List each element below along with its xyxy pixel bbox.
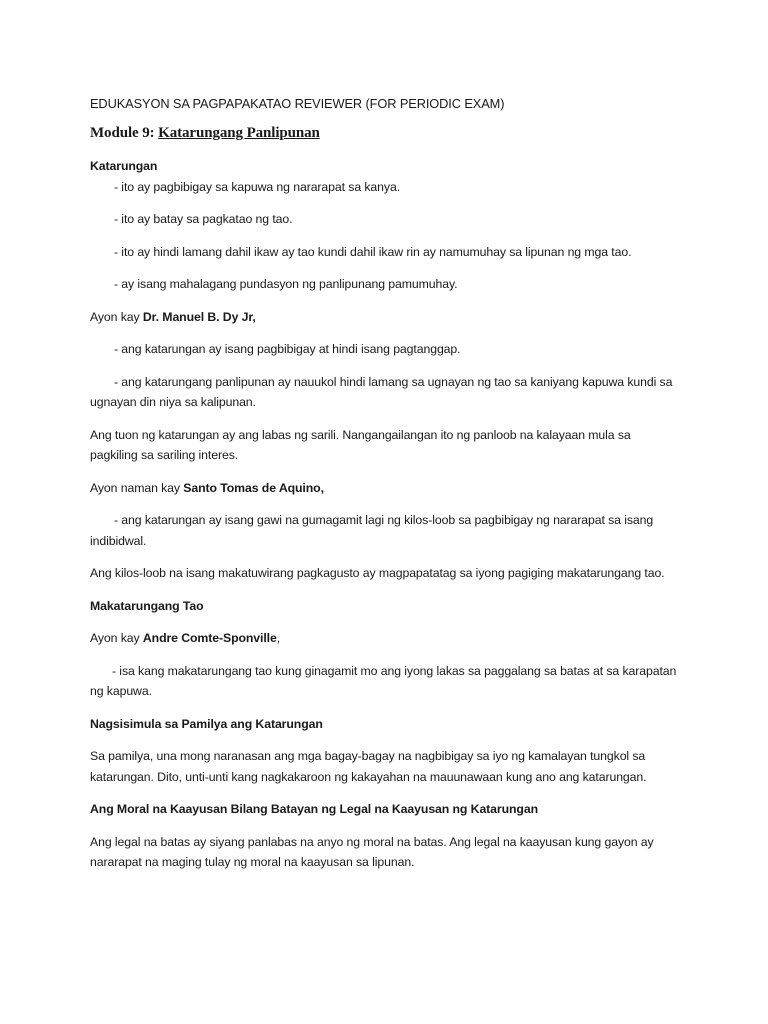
katarungan-item-3: - ito ay hindi lamang dahil ikaw ay tao kundi dahil ikaw rin ay namumuhay sa lipunan ng mga tao. <box>114 244 632 259</box>
tuon-paragraph: Ang tuon ng katarungan ay ang labas ng sarili. Nangangailangan ito ng panloob na kalayaan mula sa pagkiling sa sariling interes. <box>90 427 631 462</box>
section-heading-moral: Ang Moral na Kaayusan Bilang Batayan ng Legal na Kaayusan ng Katarungan <box>90 802 538 816</box>
sponville-name: Andre Comte-Sponville <box>142 631 277 645</box>
dy-item-1: - ang katarungan ay isang pagbibigay at hindi isang pagtanggap. <box>114 342 461 356</box>
moral-paragraph: Ang legal na batas ay siyang panlabas na anyo ng moral na batas. Ang legal na kaayusan kung gayon ay nararapat na maging tulay ng moral na kaayusan sa lipunan. <box>90 834 654 869</box>
sponville-item-1: - isa kang makatarungang tao kung ginagamit mo ang iyong lakas sa paggalang sa batas at sa karapatan ng kapuwa. <box>90 663 677 698</box>
aquino-intro <box>90 478 680 499</box>
document-title: EDUKASYON SA PAGPAPAKATAO REVIEWER (FOR PERIODIC EXAM) <box>90 96 505 111</box>
dy-item-2: - ang katarungang panlipunan ay nauukol hindi lamang sa ugnayan ng tao sa kaniyang kapuwa kundi sa ugnayan din niya sa kalipunan. <box>90 374 673 409</box>
dy-name: Dr. Manuel B. Dy Jr, <box>142 309 256 324</box>
section-heading-makatarungan: Makatarungang Tao <box>90 598 204 613</box>
katarungan-item-1: - ito ay pagbibigay sa kapuwa ng nararapat sa kanya. <box>114 179 401 194</box>
section-heading-katarungan: Katarungan <box>90 159 158 173</box>
module-title <box>90 123 680 144</box>
module-name: Katarungang Panlipunan <box>158 124 320 141</box>
sponville-name-suffix: , <box>276 631 281 645</box>
katarungan-item-2: - ito ay batay sa pagkatao ng tao. <box>114 212 293 226</box>
kilosloob-paragraph: Ang kilos-loob na isang makatuwirang pagkagusto ay magpapatatag sa iyong pagiging makatarungang tao. <box>90 566 665 580</box>
pamilya-paragraph: Sa pamilya, una mong naranasan ang mga bagay-bagay na nagbibigay sa iyo ng kamalayan tungkol sa katarungan. Dito, unti-unti kang nagkakaroon ng kakayahan na mauunawaan kung ano ang katarungan. <box>90 749 647 784</box>
sponville-intro <box>90 628 680 649</box>
module-prefix: Module 9: <box>90 124 155 141</box>
aquino-item-1: - ang katarungan ay isang gawi na gumagamit lagi ng kilos-loob sa pagbibigay ng nararapat sa isang indibidwal. <box>90 513 654 548</box>
sponville-intro-text: Ayon kay <box>90 631 143 645</box>
aquino-intro-text: Ayon naman kay <box>90 480 184 495</box>
katarungan-item-4: - ay isang mahalagang pundasyon ng panlipunang pamumuhay. <box>114 277 458 291</box>
dy-intro-text: Ayon kay <box>90 309 143 324</box>
document-page <box>90 94 680 873</box>
aquino-name: Santo Tomas de Aquino, <box>183 480 324 495</box>
section-heading-pamilya: Nagsisimula sa Pamilya ang Katarungan <box>90 716 323 731</box>
dy-intro <box>90 307 680 328</box>
